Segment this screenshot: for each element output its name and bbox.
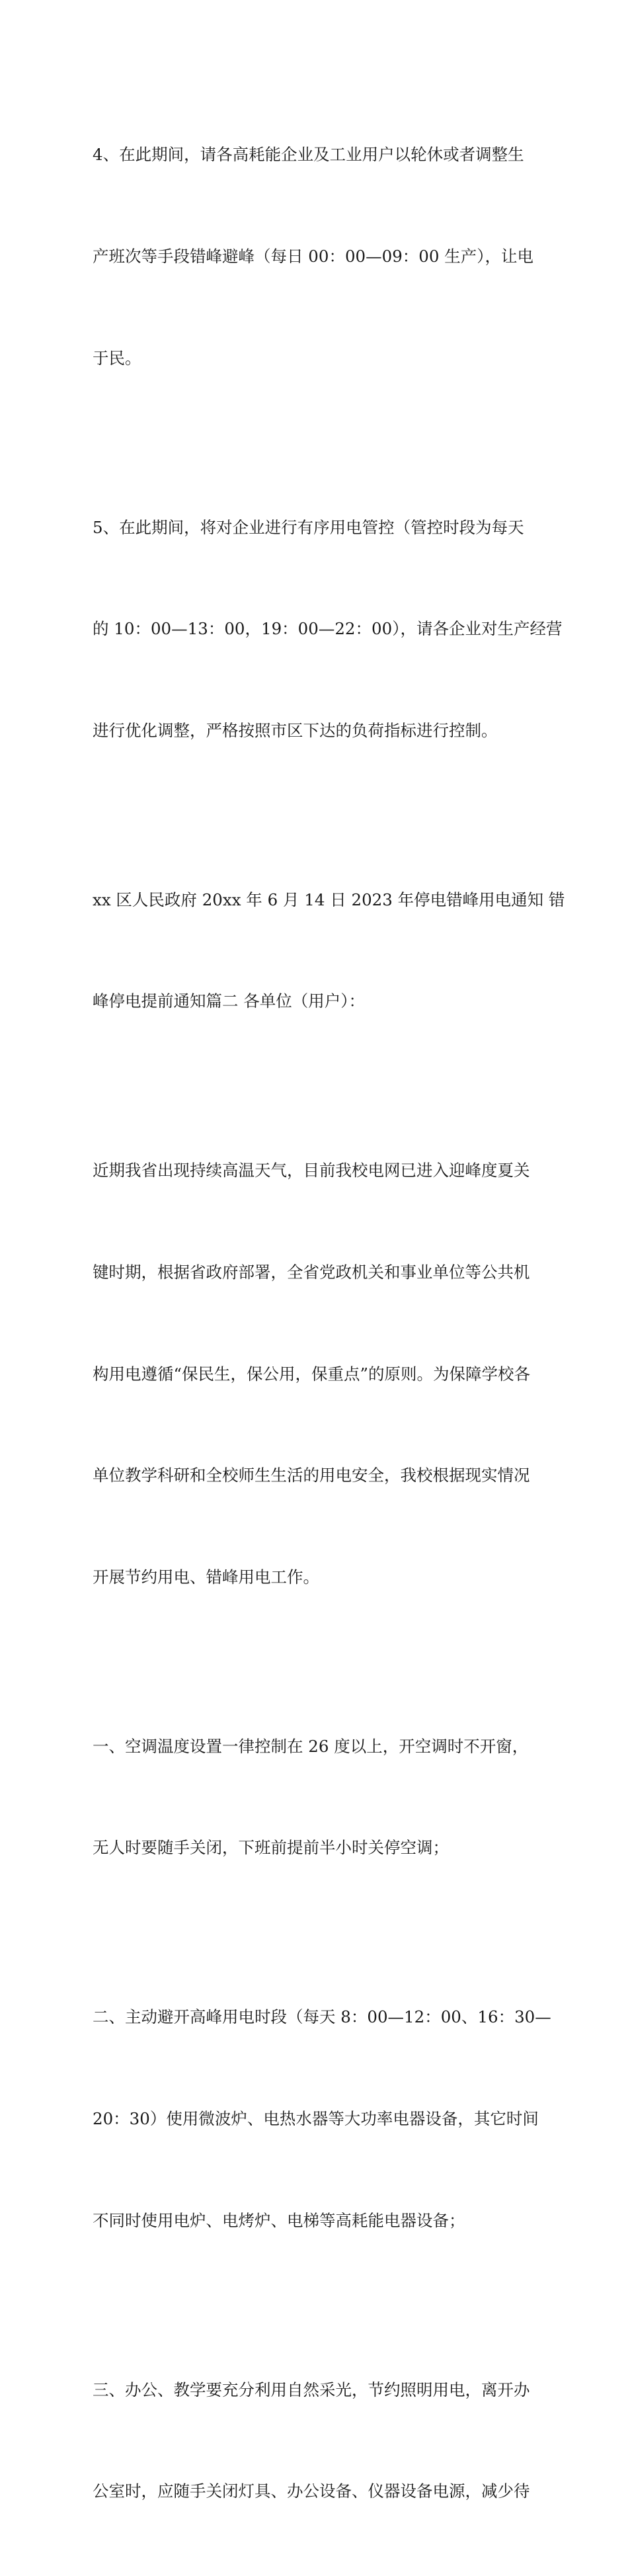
text-line: 峰停电提前通知篇二 各单位（用户）： (93, 991, 366, 1011)
text-line: 20：30）使用微波炉、电热水器等大功率电器设备，其它时间 (93, 2108, 539, 2128)
text-line: 三、办公、教学要充分利用自然采光，节约照明用电，离开办 (93, 2380, 530, 2399)
paragraph-signature-and-heading (93, 815, 565, 1086)
text-line: 一、空调温度设置一律控制在 26 度以上，开空调时不开窗， (93, 1736, 529, 1756)
text-line: 进行优化调整，严格按照市区下达的负荷指标进行控制。 (93, 720, 498, 740)
text-line: 单位教学科研和全校师生生活的用电安全，我校根据现实情况 (93, 1466, 530, 1485)
paragraph-measure-2 (93, 1932, 549, 2305)
document-body (93, 70, 565, 2576)
text-line: 无人时要随手关闭，下班前提前半小时关停空调； (93, 1838, 449, 1858)
text-line: 键时期，根据省政府部署，全省党政机关和事业单位等公共机 (93, 1262, 530, 1282)
paragraph-measure-3 (93, 2305, 549, 2576)
text-line: xx 区人民政府 20xx 年 6 月 14 日 2023 年停电错峰用电通知 错 (93, 890, 565, 909)
paragraph-measure-1 (93, 1661, 549, 1932)
text-line: 5、在此期间，将对企业进行有序用电管控（管控时段为每天 (93, 517, 524, 537)
text-line: 4、在此期间，请各高耗能企业及工业用户以轮休或者调整生 (93, 145, 524, 165)
text-line: 开展节约用电、错峰用电工作。 (93, 1567, 319, 1587)
paragraph-intro (93, 1086, 549, 1661)
text-line: 公室时，应随手关闭灯具、办公设备、仪器设备电源，减少待 (93, 2481, 530, 2501)
text-line: 不同时使用电炉、电烤炉、电梯等高耗能电器设备； (93, 2210, 465, 2230)
text-line: 二、主动避开高峰用电时段（每天 8：00—12：00、16：30— (93, 2007, 551, 2027)
paragraph-item-5 (93, 442, 563, 815)
text-line: 的 10：00—13：00，19：00—22：00），请各企业对生产经营 (93, 619, 563, 639)
text-line: 近期我省出现持续高温天气，目前我校电网已进入迎峰度夏关 (93, 1161, 530, 1181)
text-line: 产班次等手段错峰避峰（每日 00：00—09：00 生产），让电 (93, 247, 534, 266)
paragraph-item-4 (93, 70, 549, 442)
text-line: 于民。 (93, 348, 141, 368)
text-line: 构用电遵循“保民生，保公用，保重点”的原则。为保障学校各 (93, 1364, 531, 1384)
